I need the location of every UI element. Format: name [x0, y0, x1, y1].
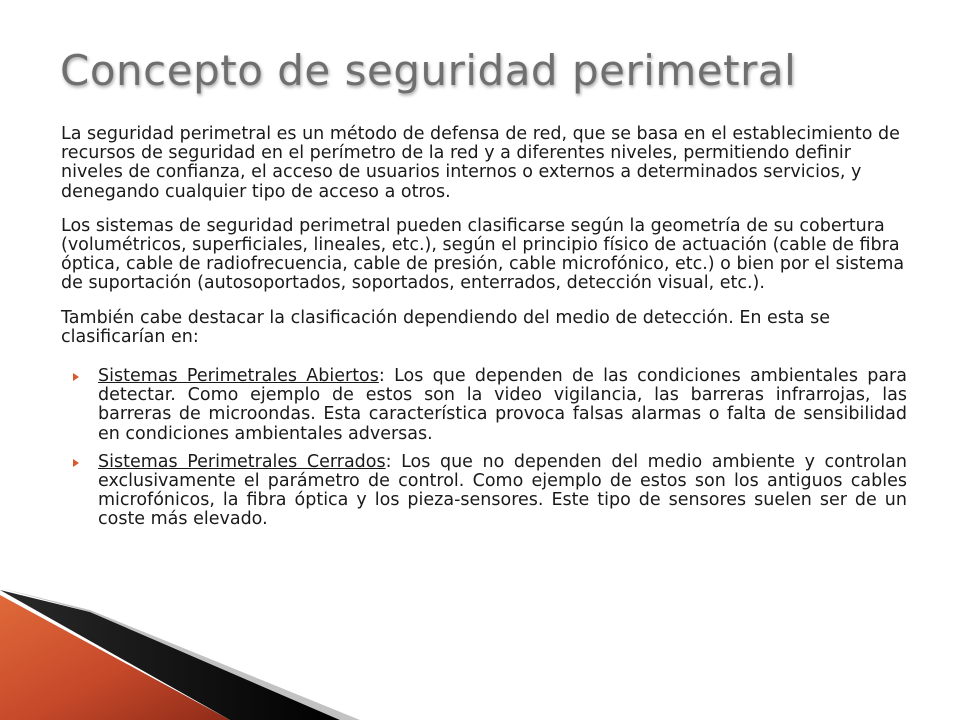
bullet-term: Sistemas Perimetrales Cerrados — [98, 451, 386, 472]
bullet-list — [61, 367, 907, 530]
grey-swoosh — [0, 588, 360, 720]
black-swoosh — [0, 590, 340, 720]
list-item — [61, 453, 907, 530]
bullet-text — [98, 367, 907, 444]
bullet-description: : Los que no dependen del medio ambiente y controlan exclusivamente el parámetro de control. Como ejemplo de estos son los antiguos cables microfónicos, la fibra óptica y los pieza-sensores. Este tipo de sensores suelen ser de un coste más elevado. — [98, 451, 907, 530]
slide-title: Concepto de seguridad perimetral — [60, 46, 797, 95]
slide-body — [61, 125, 907, 539]
bullet-text — [98, 453, 907, 530]
list-item — [61, 367, 907, 444]
bullet-description: : Los que dependen de las condiciones ambientales para detectar. Como ejemplo de estos son la video vigilancia, las barreras infrarrojas, las barreras de microondas. Esta característica provoca falsas alarmas o falta de sensibilidad en condiciones ambientales adversas. — [98, 366, 907, 444]
triangle-bullet-icon — [73, 373, 79, 381]
paragraph-definition: La seguridad perimetral es un método de defensa de red, que se basa en el establecimiento de recursos de seguridad en el perímetro de la red y a diferentes niveles, permitiendo definir niveles de confianza, el acceso de usuarios internos o externos a determinados servicios, y denegando cualquier tipo de acceso a otros. — [61, 124, 900, 202]
bullet-term: Sistemas Perimetrales Abiertos — [98, 366, 379, 387]
red-swoosh — [0, 595, 230, 720]
paragraph-classification: Los sistemas de seguridad perimetral pueden clasificarse según la geometría de su cobertura (volumétricos, superficiales, lineales, etc.), según el principio físico de actuación (cable de fibra óptica, cable de radiofrecuencia, cable de presión, cable microfónico, etc.) o bien por el sistema de suportación (autosoportados, soportados, enterrados, detección visual, etc.). — [61, 215, 905, 294]
paragraph-detection-intro: También cabe destacar la clasificación dependiendo del medio de detección. En esta se clasificarían en: — [61, 307, 830, 347]
triangle-bullet-icon — [73, 459, 79, 467]
